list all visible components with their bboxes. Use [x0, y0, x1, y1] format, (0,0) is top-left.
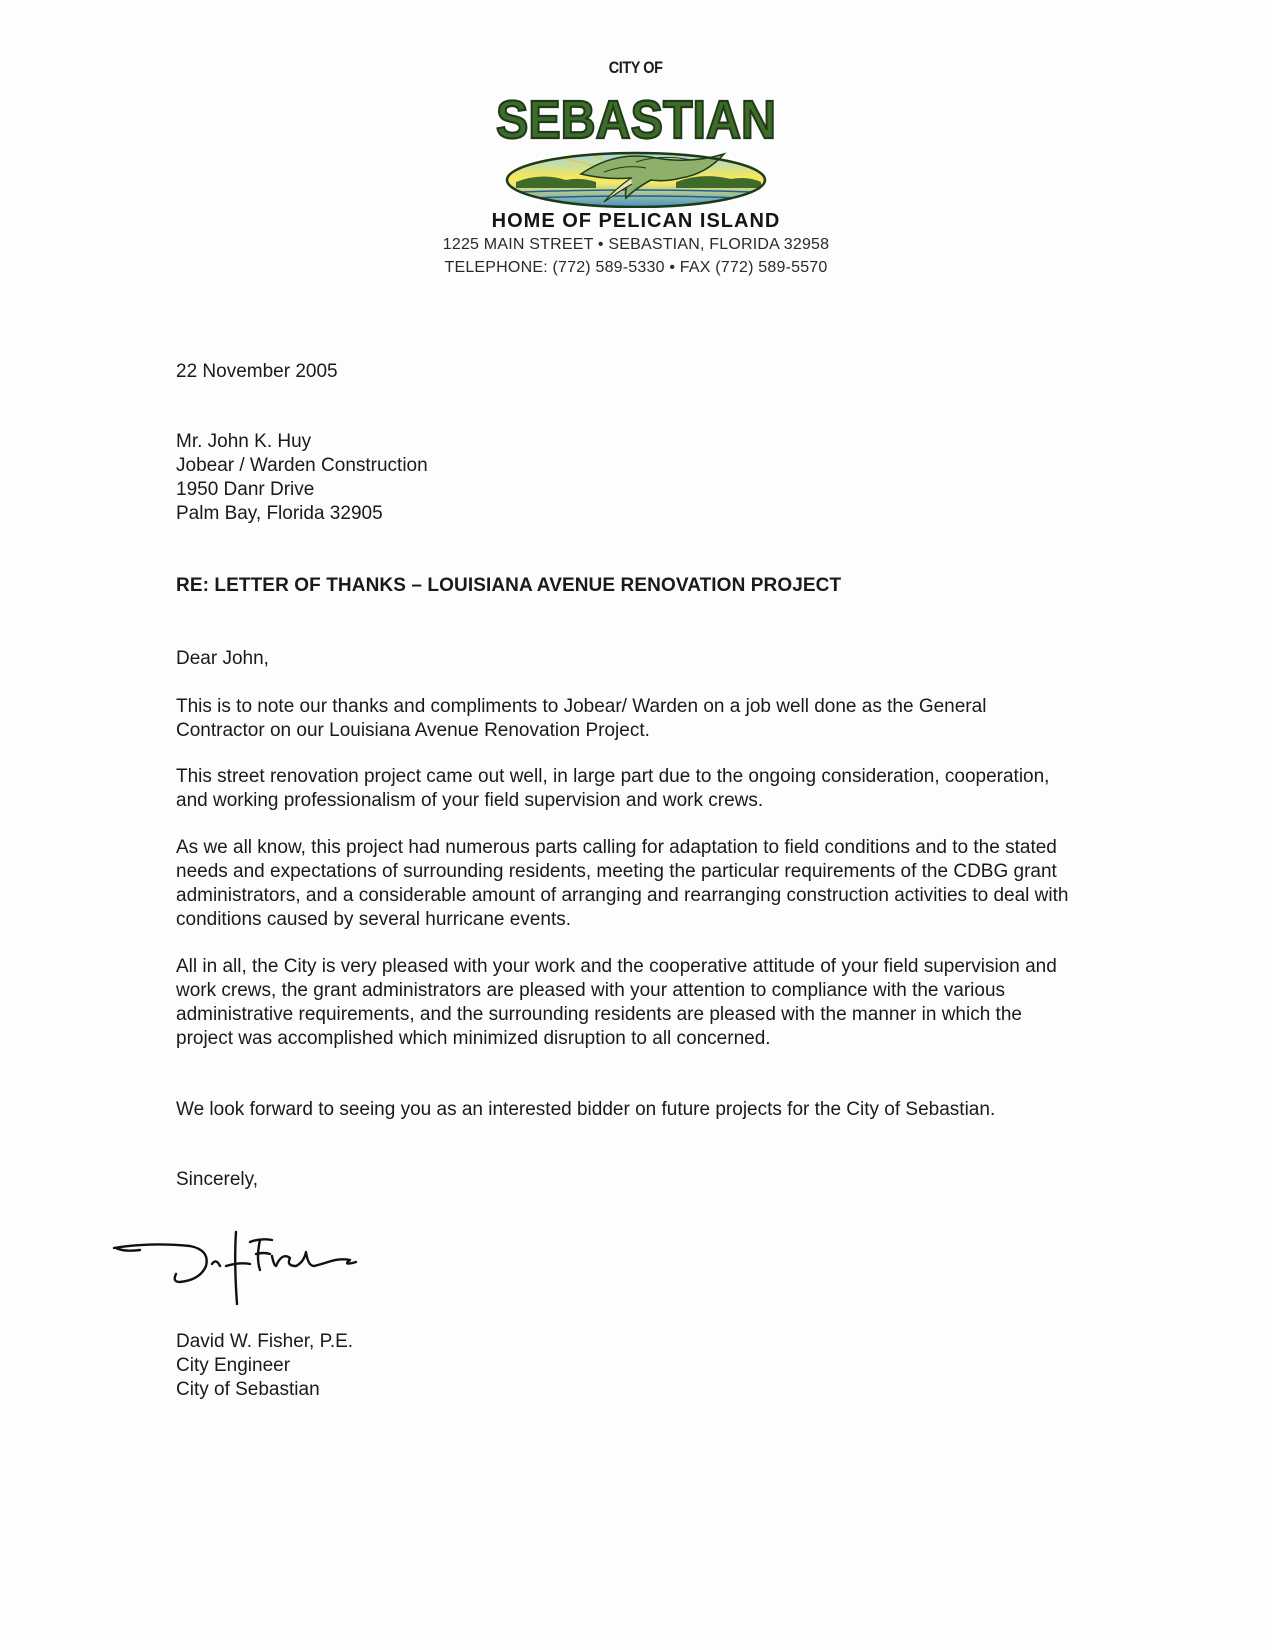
recipient-street: 1950 Danr Drive — [176, 479, 315, 500]
letterhead — [386, 58, 886, 279]
body-paragraph: This is to note our thanks and compliments to Jobear/ Warden on a job well done as the General Contractor on our Louisiana Avenue Renovation Project. — [176, 696, 987, 741]
salutation: Dear John, — [176, 648, 269, 669]
letter-date: 22 November 2005 — [176, 361, 338, 382]
letterhead-tagline: HOME OF PELICAN ISLAND — [491, 210, 781, 232]
body-paragraph: This street renovation project came out well, in large part due to the ongoing consideration, cooperation, and working professionalism of your field supervision and work crews. — [176, 766, 1050, 811]
signer-block — [176, 1330, 353, 1402]
recipient-address-block — [176, 430, 428, 526]
closing: Sincerely, — [176, 1169, 259, 1190]
recipient-city: Palm Bay, Florida 32905 — [176, 503, 383, 524]
signer-name: David W. Fisher, P.E. — [176, 1331, 354, 1352]
body-paragraph: All in all, the City is very pleased with your work and the cooperative attitude of your field supervision and work crews, the grant administrators are pleased with your attention to compliance with the various administrative requirements, and the surrounding residents are pleased with the manner in which the project was accomplished which minimized disruption to all concerned. — [176, 956, 1057, 1049]
subject-line: RE: LETTER OF THANKS – LOUISIANA AVENUE RENOVATION PROJECT — [176, 575, 842, 596]
signer-title: City Engineer — [176, 1355, 291, 1376]
body-paragraph: We look forward to seeing you as an interested bidder on future projects for the City of Sebastian. — [176, 1099, 996, 1120]
body-paragraph: As we all know, this project had numerous parts calling for adaptation to field conditions and to the stated needs and expectations of surrounding residents, meeting the particular requirements of the CDBG grant administrators, and a considerable amount of arranging and rearranging construction activities to deal with conditions caused by several hurricane events. — [176, 837, 1069, 930]
signer-organization: City of Sebastian — [176, 1379, 320, 1400]
logo-wordmark: SEBASTIAN — [496, 90, 776, 150]
handwritten-signature — [110, 1222, 380, 1312]
recipient-name: Mr. John K. Huy — [176, 431, 312, 452]
letterhead-address: 1225 MAIN STREET • SEBASTIAN, FLORIDA 32958 — [442, 236, 830, 253]
letterhead-phone-fax: TELEPHONE: (772) 589-5330 • FAX (772) 589-5570 — [444, 259, 828, 276]
city-of-sebastian-logo — [486, 78, 786, 208]
city-of-label: CITY OF — [609, 58, 663, 77]
recipient-company: Jobear / Warden Construction — [176, 455, 428, 476]
